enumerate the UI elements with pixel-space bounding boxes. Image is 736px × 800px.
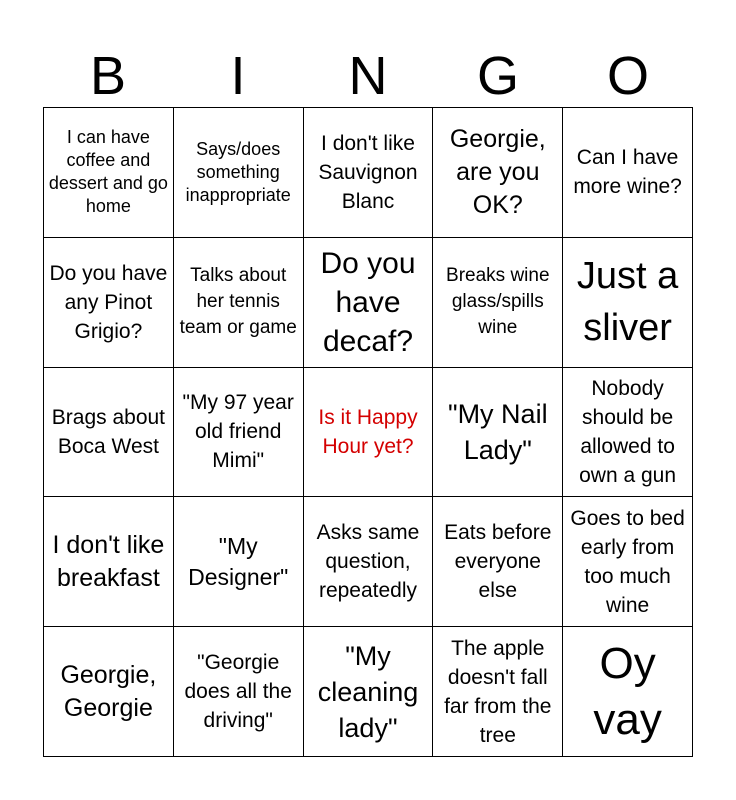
cell-text: The apple doesn't fall far from the tree	[444, 636, 552, 747]
bingo-cell-r2c3[interactable]	[304, 238, 434, 368]
free-space-text: Is it Happy Hour yet?	[318, 405, 418, 458]
header-letter-b: B	[89, 46, 127, 106]
header-letter-o: O	[606, 46, 649, 106]
cell-text: Asks same question, repeatedly	[316, 521, 420, 603]
bingo-cell-r4c1[interactable]	[44, 497, 174, 627]
cell-text: Brags about Boca West	[51, 405, 166, 458]
bingo-cell-r4c5[interactable]	[563, 497, 693, 627]
cell-text: I don't like breakfast	[52, 530, 165, 592]
cell-text: "My cleaning lady"	[317, 640, 419, 743]
cell-text: Do you have any Pinot Grigio?	[49, 261, 168, 343]
cell-text: Breaks wine glass/spills wine	[446, 265, 550, 339]
bingo-cell-r2c1[interactable]	[44, 238, 174, 368]
cell-text: "My Designer"	[188, 532, 289, 590]
header-letter-i: I	[230, 46, 246, 106]
bingo-cell-r1c5[interactable]	[563, 108, 693, 238]
cell-text: Goes to bed early from too much wine	[570, 506, 685, 617]
cell-text: Just a sliver	[576, 255, 679, 350]
header-letter-g: G	[476, 46, 519, 106]
cell-text: "Georgie does all the driving"	[184, 651, 292, 733]
cell-text: "My Nail Lady"	[447, 398, 548, 465]
bingo-cell-r4c2[interactable]	[174, 497, 304, 627]
cell-text: Can I have more wine?	[573, 146, 682, 199]
bingo-cell-r5c2[interactable]	[174, 627, 304, 757]
bingo-cell-r5c5[interactable]	[563, 627, 693, 757]
bingo-cell-r3c4[interactable]	[433, 368, 563, 498]
bingo-cell-r2c5[interactable]	[563, 238, 693, 368]
cell-text: I don't like Sauvignon Blanc	[318, 131, 418, 213]
bingo-cell-r1c1[interactable]	[44, 108, 174, 238]
bingo-cell-r2c2[interactable]	[174, 238, 304, 368]
bingo-cell-r1c4[interactable]	[433, 108, 563, 238]
cell-text: "My 97 year old friend Mimi"	[182, 391, 294, 473]
bingo-grid	[43, 107, 693, 757]
bingo-cell-r4c3[interactable]	[304, 497, 434, 627]
bingo-header	[43, 44, 693, 108]
cell-text: Georgie, are you OK?	[449, 124, 546, 219]
bingo-cell-r4c4[interactable]	[433, 497, 563, 627]
cell-text: Georgie, Georgie	[60, 660, 157, 722]
header-letter-n: N	[348, 46, 388, 106]
bingo-cell-r5c3[interactable]	[304, 627, 434, 757]
bingo-cell-r5c4[interactable]	[433, 627, 563, 757]
bingo-cell-r1c3[interactable]	[304, 108, 434, 238]
cell-text: Eats before everyone else	[444, 521, 552, 603]
bingo-cell-r3c5[interactable]	[563, 368, 693, 498]
bingo-cell-r1c2[interactable]	[174, 108, 304, 238]
cell-text: Says/does something inappropriate	[185, 138, 291, 205]
cell-text: Do you have decaf?	[320, 246, 416, 358]
cell-text: Nobody should be allowed to own a gun	[579, 376, 677, 487]
cell-text: I can have coffee and dessert and go home	[48, 127, 168, 217]
bingo-cell-r2c4[interactable]	[433, 238, 563, 368]
bingo-cell-r3c1[interactable]	[44, 368, 174, 498]
cell-text: Talks about her tennis team or game	[179, 265, 297, 339]
bingo-cell-r3c2[interactable]	[174, 368, 304, 498]
bingo-cell-free-space[interactable]	[304, 368, 434, 498]
cell-text: Oy vay	[593, 638, 662, 744]
bingo-cell-r5c1[interactable]	[44, 627, 174, 757]
